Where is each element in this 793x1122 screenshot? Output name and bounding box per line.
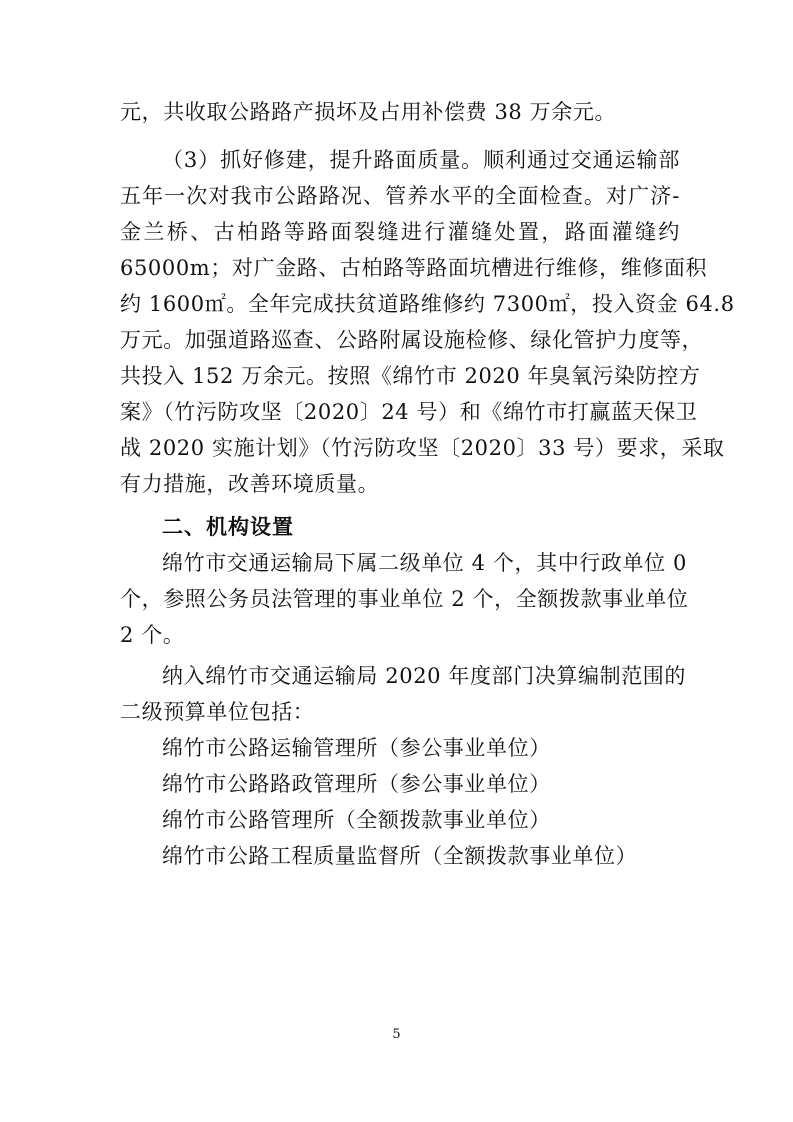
paragraph-2-line-6: 万元。加强道路巡查、公路附属设施检修、绿化管护力度等，	[120, 328, 704, 352]
paragraph-4-line-1: 纳入绵竹市交通运输局 2020 年度部门决算编制范围的	[162, 664, 686, 688]
unit-item: 绵竹市公路工程质量监督所（全额拨款事业单位）	[162, 844, 638, 868]
paragraph-2-line-4: 65000m；对广金路、古柏路等路面坑槽进行维修，维修面积	[120, 256, 708, 280]
unit-item: 绵竹市公路管理所（全额拨款事业单位）	[162, 808, 551, 832]
paragraph-2-line-3: 金兰桥、古柏路等路面裂缝进行灌缝处置，路面灌缝约	[120, 220, 680, 244]
unit-item: 绵竹市公路运输管理所（参公事业单位）	[162, 736, 551, 760]
paragraph-4-line-2: 二级预算单位包括：	[120, 700, 315, 724]
paragraph-1-line-1: 元，共收取公路路产损坏及占用补偿费 38 万余元。	[120, 100, 617, 124]
paragraph-2-line-2: 五年一次对我市公路路况、管养水平的全面检查。对广济-	[120, 184, 680, 208]
paragraph-3-line-1: 绵竹市交通运输局下属二级单位 4 个，其中行政单位 0	[162, 551, 687, 575]
section-heading: 二、机构设置	[162, 515, 294, 539]
paragraph-2-line-1: （3）抓好修建，提升路面质量。顺利通过交通运输部	[162, 148, 680, 172]
paragraph-3-line-3: 2 个。	[120, 623, 185, 647]
paragraph-2-line-10: 有力措施，改善环境质量。	[120, 472, 380, 496]
unit-item: 绵竹市公路路政管理所（参公事业单位）	[162, 772, 551, 796]
paragraph-3-line-2: 个，参照公务员法管理的事业单位 2 个，全额拨款事业单位	[120, 587, 689, 611]
paragraph-2-line-5: 约 1600㎡。全年完成扶贫道路维修约 7300㎡，投入资金 64.8	[120, 292, 735, 316]
paragraph-2-line-8: 案》（竹污防攻坚〔2020〕24 号）和《绵竹市打赢蓝天保卫	[120, 400, 698, 424]
paragraph-2-line-9: 战 2020 实施计划》（竹污防攻坚〔2020〕33 号）要求，采取	[120, 436, 725, 460]
paragraph-2-line-7: 共投入 152 万余元。按照《绵竹市 2020 年臭氧污染防控方	[120, 364, 701, 388]
page-number: 5	[392, 1027, 401, 1042]
